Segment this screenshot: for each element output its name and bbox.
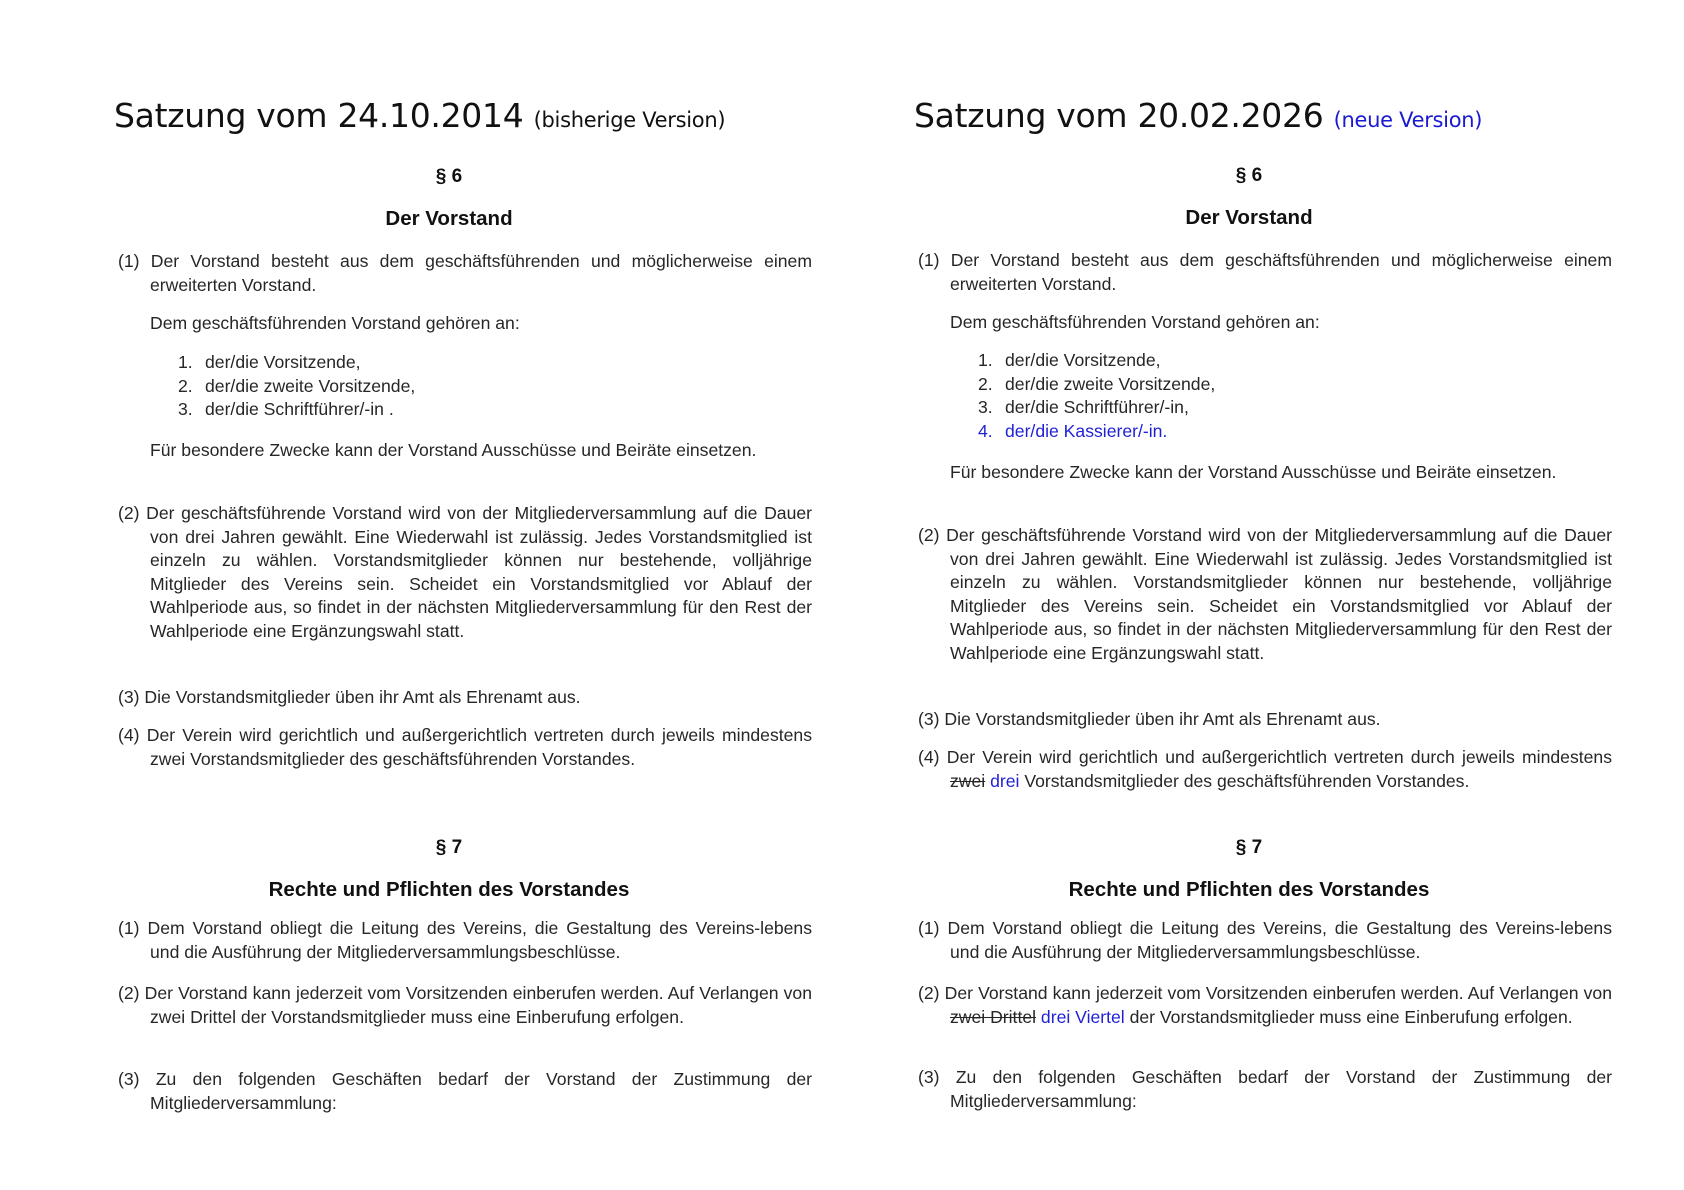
new-version-title-text: Satzung vom 20.02.2026: [914, 96, 1324, 135]
old-version-label: (bisherige Version): [533, 108, 726, 132]
list-item: 1. der/die Vorsitzende,: [978, 350, 1161, 370]
paragraph-text: Der Vorstand besteht aus dem geschäftsführenden und möglicherweise einem erweiterten Vorstand.: [150, 251, 812, 295]
s7-paragraph-2: (2) Der Vorstand kann jederzeit vom Vorsitzenden einberufen werden. Auf Verlangen von zwei Drittel der Vorstandsmitglieder muss eine Einberufung erfolgen.: [118, 983, 813, 1027]
deleted-text: zwei: [950, 770, 986, 791]
s6-board-members-list: [178, 351, 415, 422]
s6-paragraph-1: [118, 250, 812, 297]
list-item: 3. der/die Schriftführer/-in .: [178, 399, 394, 419]
new-version-label: (neue Version): [1333, 108, 1483, 132]
section-6-heading: Der Vorstand: [1185, 206, 1313, 229]
s7-paragraph-1: (1) Dem Vorstand obliegt die Leitung des Vereins, die Gestaltung des Vereins-lebens und die Ausführung der Mitgliederversammlungsbeschlüsse.: [118, 918, 813, 962]
old-version-title: [114, 96, 725, 135]
s7-paragraph-3: (3) Zu den folgenden Geschäften bedarf der Vorstand der Zustimmung der Mitgliederversammlung:: [918, 1067, 1612, 1111]
inserted-text: drei Viertel: [1040, 1006, 1125, 1027]
s6-p1-outro: Für besondere Zwecke kann der Vorstand Ausschüsse und Beiräte einsetzen.: [950, 462, 1557, 482]
s6-paragraph-2: (2) Der geschäftsführende Vorstand wird von der Mitgliederversammlung auf die Dauer von drei Jahren gewählt. Eine Wiederwahl ist zulässig. Jedes Vorstandsmitglied ist einzeln zu wählen. Vorstandsmitglieder können nur bestehende, volljährige Mitglieder des Vereins sein. Scheidet ein Vorstandsmitglied vor Ablauf der Wahlperiode aus, so findet in der nächsten Mitgliederversammlung für den Rest der Wahlperiode eine Ergänzungswahl statt.: [918, 525, 1613, 663]
s6-paragraph-3: (3) Die Vorstandsmitglieder üben ihr Amt als Ehrenamt aus.: [118, 687, 581, 707]
s6-paragraph-4: (4) Der Verein wird gerichtlich und außergerichtlich vertreten durch jeweils mindestens zwei drei Vorstandsmitglieder des geschäftsführenden Vorstandes.: [918, 747, 1612, 791]
paragraph-label: (1): [118, 251, 140, 271]
section-6-number: § 6: [435, 166, 463, 187]
new-version-title: [914, 96, 1482, 135]
s7-paragraph-1: (1) Dem Vorstand obliegt die Leitung des Vereins, die Gestaltung des Vereins-lebens und die Ausführung der Mitgliederversammlungsbeschlüsse.: [918, 918, 1613, 962]
section-7-number: § 7: [435, 837, 463, 858]
old-value: zwei Drittel: [150, 1006, 237, 1027]
list-item: 3. der/die Schriftführer/-in,: [978, 397, 1189, 417]
s7-paragraph-2: (2) Der Vorstand kann jederzeit vom Vorsitzenden einberufen werden. Auf Verlangen von zwei Drittel drei Viertel der Vorstandsmitglieder muss eine Einberufung erfolgen.: [918, 983, 1613, 1027]
s6-paragraph-4: (4) Der Verein wird gerichtlich und außergerichtlich vertreten durch jeweils mindestens zwei Vorstandsmitglieder des geschäftsführenden Vorstandes.: [118, 725, 812, 769]
section-6-heading: Der Vorstand: [385, 207, 513, 230]
section-6-number: § 6: [1235, 165, 1263, 186]
s6-paragraph-1: (1) Der Vorstand besteht aus dem geschäftsführenden und möglicherweise einem erweiterten Vorstand.: [918, 250, 1612, 294]
section-7-heading: Rechte und Pflichten des Vorstandes: [268, 878, 630, 901]
old-version-title-text: Satzung vom 24.10.2014: [114, 96, 524, 135]
s6-paragraph-2: (2) Der geschäftsführende Vorstand wird von der Mitgliederversammlung auf die Dauer von drei Jahren gewählt. Eine Wiederwahl ist zulässig. Jedes Vorstandsmitglied ist einzeln zu wählen. Vorstandsmitglieder können nur bestehende, volljährige Mitglieder des Vereins sein. Scheidet ein Vorstandsmitglied vor Ablauf der Wahlperiode aus, so findet in der nächsten Mitgliederversammlung für den Rest der Wahlperiode eine Ergänzungswahl statt.: [118, 503, 813, 641]
old-value: zwei: [150, 748, 186, 769]
section-7-number: § 7: [1235, 837, 1263, 858]
list-item: 1. der/die Vorsitzende,: [178, 352, 361, 372]
s6-paragraph-3: (3) Die Vorstandsmitglieder üben ihr Amt als Ehrenamt aus.: [918, 709, 1381, 729]
inserted-text: drei: [990, 770, 1020, 791]
s7-paragraph-3: (3) Zu den folgenden Geschäften bedarf der Vorstand der Zustimmung der Mitgliederversammlung:: [118, 1069, 812, 1113]
list-item-inserted: 4. der/die Kassierer/-in.: [978, 420, 1168, 441]
deleted-text: zwei Drittel: [950, 1006, 1037, 1027]
s6-p1-intro: Dem geschäftsführenden Vorstand gehören an:: [950, 312, 1320, 332]
list-item: 2. der/die zweite Vorsitzende,: [978, 373, 1216, 394]
s6-p1-outro: Für besondere Zwecke kann der Vorstand Ausschüsse und Beiräte einsetzen.: [150, 440, 757, 460]
list-item: 2. der/die zweite Vorsitzende,: [178, 375, 416, 396]
s6-p1-intro: Dem geschäftsführenden Vorstand gehören an:: [150, 313, 520, 333]
s6-board-members-list: [978, 349, 1215, 443]
section-7-heading: Rechte und Pflichten des Vorstandes: [1068, 878, 1430, 901]
